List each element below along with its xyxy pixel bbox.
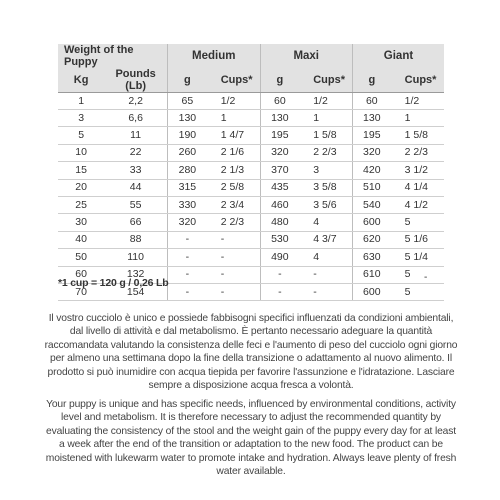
cell-giant-g: 130: [352, 110, 390, 127]
cell-maxi-cups: -: [299, 266, 352, 283]
cell-weight-kg: 60: [58, 266, 104, 283]
cell-weight-lb: 44: [104, 179, 167, 196]
cell-maxi-g: 370: [260, 162, 299, 179]
cell-medium-cups: 2 1/3: [207, 162, 260, 179]
cell-giant-cups: 5: [391, 214, 444, 231]
cell-medium-cups: -: [207, 249, 260, 266]
header-medium: Medium: [168, 44, 260, 68]
cell-maxi-cups: 2 2/3: [299, 144, 352, 161]
cell-weight-lb: 66: [104, 214, 167, 231]
cell-maxi-cups: 3: [299, 162, 352, 179]
cell-medium-cups: 1: [207, 110, 260, 127]
cell-medium-g: 280: [168, 162, 207, 179]
cell-weight-lb: 132: [104, 266, 167, 283]
cell-maxi-g: -: [260, 283, 299, 300]
header-group-row: [58, 44, 444, 68]
unit-giant-g: g: [352, 68, 390, 93]
cell-giant-cups: 2 2/3: [391, 144, 444, 161]
cell-weight-kg: 40: [58, 231, 104, 248]
table-header: [58, 44, 444, 93]
cell-maxi-g: 195: [260, 127, 299, 144]
unit-maxi-g: g: [260, 68, 299, 93]
cell-maxi-cups: 3 5/6: [299, 196, 352, 213]
cell-medium-cups: 2 2/3: [207, 214, 260, 231]
cell-maxi-cups: 1 5/8: [299, 127, 352, 144]
table-row: [58, 162, 444, 179]
cell-weight-lb: 22: [104, 144, 167, 161]
cell-giant-cups: 5: [391, 266, 444, 283]
unit-medium-g: g: [168, 68, 207, 93]
cell-maxi-g: 480: [260, 214, 299, 231]
cell-medium-g: 130: [168, 110, 207, 127]
cell-weight-kg: 10: [58, 144, 104, 161]
table-row: [58, 127, 444, 144]
cell-giant-g: 620: [352, 231, 390, 248]
unit-giant-cups: Cups*: [391, 68, 444, 93]
cell-weight-kg: 30: [58, 214, 104, 231]
cell-medium-g: 190: [168, 127, 207, 144]
cell-giant-cups: 1/2: [391, 93, 444, 110]
cell-giant-g: 510: [352, 179, 390, 196]
cell-maxi-g: 320: [260, 144, 299, 161]
cell-giant-cups: 4 1/2: [391, 196, 444, 213]
cell-medium-cups: -: [207, 266, 260, 283]
cell-medium-cups: 2 3/4: [207, 196, 260, 213]
cell-maxi-g: 435: [260, 179, 299, 196]
paragraph-italian: Il vostro cucciolo è unico e possiede fabbisogni specifici influenzati da condizioni ambientali, dal livello di attività e dal metabolismo. È pertanto necessario adeguare la quantità raccomandata valutando la consistenza delle feci e l'aumento di peso del cucciolo ogni giorno per almeno una settimana dopo la fine della transizione o adattamento al nuovo alimento. Il prodotto si può inumidire con acqua tiepida per favorire l'assunzione e l'idratazione. Lasciare sempre a disposizione acqua fresca a volontà.: [44, 313, 458, 392]
header-giant: Giant: [352, 44, 444, 68]
unit-maxi-cups: Cups*: [299, 68, 352, 93]
cell-giant-g: 420: [352, 162, 390, 179]
table-row: [58, 214, 444, 231]
cell-weight-lb: 154: [104, 283, 167, 300]
table-row: [58, 249, 444, 266]
unit-pounds: Pounds (Lb): [104, 68, 167, 93]
cell-maxi-g: 460: [260, 196, 299, 213]
cell-giant-g: 600: [352, 283, 390, 300]
cell-maxi-g: 130: [260, 110, 299, 127]
cell-giant-cups: 1: [391, 110, 444, 127]
cell-weight-lb: 33: [104, 162, 167, 179]
cell-maxi-cups: 4: [299, 249, 352, 266]
cell-weight-kg: 20: [58, 179, 104, 196]
feeding-table-container: [58, 44, 444, 301]
cell-giant-g: 610: [352, 266, 390, 283]
cell-giant-cups: 3 1/2: [391, 162, 444, 179]
cell-weight-kg: 25: [58, 196, 104, 213]
cell-weight-lb: 88: [104, 231, 167, 248]
cell-medium-g: 260: [168, 144, 207, 161]
cell-medium-g: 315: [168, 179, 207, 196]
cell-weight-lb: 110: [104, 249, 167, 266]
unit-kg: Kg: [58, 68, 104, 93]
cell-weight-kg: 1: [58, 93, 104, 110]
table-row: [58, 110, 444, 127]
cell-weight-lb: 2,2: [104, 93, 167, 110]
cell-medium-cups: 2 1/6: [207, 144, 260, 161]
cell-weight-lb: 6,6: [104, 110, 167, 127]
cell-maxi-cups: -: [299, 283, 352, 300]
cell-medium-cups: 1/2: [207, 93, 260, 110]
extra-dash: -: [424, 272, 428, 283]
cell-maxi-g: -: [260, 266, 299, 283]
cell-medium-cups: -: [207, 283, 260, 300]
table-row: [58, 179, 444, 196]
table-row: [58, 196, 444, 213]
cell-medium-g: -: [168, 249, 207, 266]
cell-maxi-cups: 1/2: [299, 93, 352, 110]
cell-weight-kg: 15: [58, 162, 104, 179]
cell-weight-kg: 70: [58, 283, 104, 300]
table-row: [58, 144, 444, 161]
header-weight: Weight of the Puppy: [58, 44, 168, 68]
cell-maxi-cups: 1: [299, 110, 352, 127]
cell-medium-cups: 2 5/8: [207, 179, 260, 196]
paragraph-english: Your puppy is unique and has specific needs, influenced by environmental conditions, activity level and metabolism. It is therefore necessary to adjust the recommended quantity by evaluating the consistency of the stool and the weight gain of the puppy every day for at least a week after the end of the transition or adaptation to the new food. The product can be moistened with lukewarm water to promote intake and hydration. Always leave plenty of fresh water available.: [45, 399, 457, 478]
unit-medium-cups: Cups*: [207, 68, 260, 93]
cell-giant-g: 195: [352, 127, 390, 144]
cell-giant-cups: 4 1/4: [391, 179, 444, 196]
cell-giant-g: 600: [352, 214, 390, 231]
header-maxi: Maxi: [260, 44, 352, 68]
cell-medium-cups: -: [207, 231, 260, 248]
cell-medium-g: 65: [168, 93, 207, 110]
table-body: [58, 93, 444, 301]
cell-weight-lb: 55: [104, 196, 167, 213]
cell-giant-cups: 5 1/4: [391, 249, 444, 266]
cell-giant-cups: 1 5/8: [391, 127, 444, 144]
cell-medium-g: -: [168, 266, 207, 283]
cell-maxi-g: 530: [260, 231, 299, 248]
cell-weight-kg: 5: [58, 127, 104, 144]
cell-medium-cups: 1 4/7: [207, 127, 260, 144]
cell-giant-g: 60: [352, 93, 390, 110]
table-row: [58, 231, 444, 248]
cell-giant-g: 320: [352, 144, 390, 161]
cell-maxi-cups: 3 5/8: [299, 179, 352, 196]
header-units-row: [58, 68, 444, 93]
cell-maxi-cups: 4: [299, 214, 352, 231]
cell-weight-kg: 3: [58, 110, 104, 127]
feeding-table: [58, 44, 444, 301]
cell-giant-g: 540: [352, 196, 390, 213]
cell-medium-g: -: [168, 283, 207, 300]
cell-medium-g: -: [168, 231, 207, 248]
cell-maxi-g: 490: [260, 249, 299, 266]
table-row: [58, 93, 444, 110]
cell-giant-cups: 5: [391, 283, 444, 300]
cell-weight-kg: 50: [58, 249, 104, 266]
cell-giant-cups: 5 1/6: [391, 231, 444, 248]
cell-weight-lb: 11: [104, 127, 167, 144]
cell-maxi-g: 60: [260, 93, 299, 110]
cell-giant-g: 630: [352, 249, 390, 266]
cell-maxi-cups: 4 3/7: [299, 231, 352, 248]
cell-medium-g: 330: [168, 196, 207, 213]
cell-medium-g: 320: [168, 214, 207, 231]
cup-conversion-note: *1 cup = 120 g / 0,26 Lb: [58, 277, 169, 289]
